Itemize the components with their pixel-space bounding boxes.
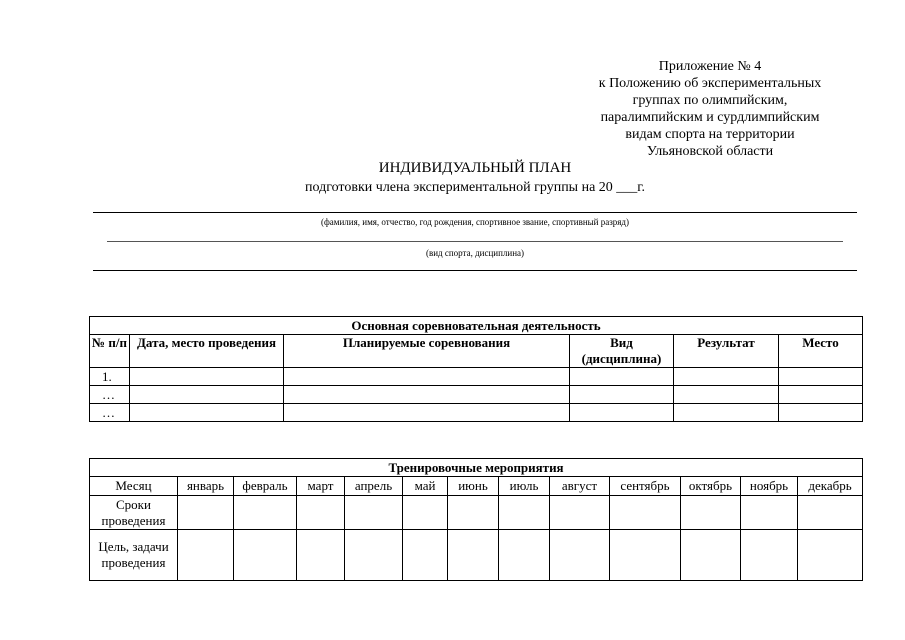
table-cell[interactable] — [448, 496, 499, 530]
plan-subtitle: подготовки члена экспериментальной группы на 20 ___г. — [305, 180, 645, 195]
month-april: апрель — [345, 477, 403, 496]
month-august: август — [550, 477, 610, 496]
row-label-goals: Цель, задачи проведения — [90, 530, 178, 581]
table-row — [90, 496, 863, 530]
table-cell[interactable] — [610, 530, 681, 581]
table-cell[interactable] — [130, 386, 284, 404]
month-september: сентябрь — [610, 477, 681, 496]
table-cell[interactable] — [234, 530, 297, 581]
table-cell[interactable] — [779, 386, 863, 404]
table-cell[interactable] — [234, 496, 297, 530]
table-row — [90, 386, 863, 404]
table-cell[interactable] — [550, 530, 610, 581]
table-cell[interactable] — [448, 530, 499, 581]
table-row — [90, 404, 863, 422]
row-label-dates: Сроки проведения — [90, 496, 178, 530]
training-table — [89, 458, 863, 581]
table-cell[interactable] — [779, 404, 863, 422]
appendix-line: к Положению об экспериментальных — [598, 76, 822, 91]
table-cell[interactable] — [741, 496, 798, 530]
table-cell[interactable] — [499, 496, 550, 530]
table-cell[interactable] — [403, 496, 448, 530]
table-cell[interactable] — [681, 496, 741, 530]
col-header-planned-competitions: Планируемые соревнования — [284, 335, 570, 368]
appendix-line: видам спорта на территории — [625, 127, 795, 142]
table-cell[interactable] — [284, 368, 570, 386]
month-label: Месяц — [90, 477, 178, 496]
month-december: декабрь — [798, 477, 863, 496]
appendix-line: Ульяновской области — [646, 144, 774, 159]
training-caption: Тренировочные мероприятия — [90, 459, 863, 477]
sport-caption: (вид спорта, дисциплина) — [425, 248, 525, 258]
table-cell[interactable] — [570, 386, 674, 404]
appendix-line: паралимпийским и сурдлимпийским — [600, 110, 820, 125]
month-may: май — [403, 477, 448, 496]
sport-fill-line[interactable] — [93, 270, 857, 271]
table-cell[interactable] — [681, 530, 741, 581]
table-cell[interactable] — [779, 368, 863, 386]
table-cell[interactable] — [297, 496, 345, 530]
competitions-table — [89, 316, 863, 422]
col-header-number: № п/п — [90, 335, 130, 368]
month-october: октябрь — [681, 477, 741, 496]
table-cell[interactable] — [403, 530, 448, 581]
table-cell[interactable] — [674, 404, 779, 422]
table-cell[interactable] — [178, 530, 234, 581]
table-cell[interactable] — [674, 368, 779, 386]
col-header-result: Результат — [674, 335, 779, 368]
table-cell[interactable] — [798, 496, 863, 530]
table-cell[interactable] — [345, 496, 403, 530]
table-cell[interactable] — [345, 530, 403, 581]
month-march: март — [297, 477, 345, 496]
table-cell[interactable] — [178, 496, 234, 530]
row-number: … — [90, 404, 130, 422]
col-header-date-place: Дата, место проведения — [130, 335, 284, 368]
table-cell[interactable] — [610, 496, 681, 530]
row-number: … — [90, 386, 130, 404]
table-row — [90, 530, 863, 581]
plan-title: ИНДИВИДУАЛЬНЫЙ ПЛАН — [378, 160, 572, 176]
col-header-discipline: Вид (дисциплина) — [570, 335, 674, 368]
table-row — [90, 368, 863, 386]
person-fill-line[interactable] — [93, 212, 857, 213]
appendix-note — [560, 58, 860, 160]
month-november: ноябрь — [741, 477, 798, 496]
table-cell[interactable] — [284, 386, 570, 404]
month-february: февраль — [234, 477, 297, 496]
table-cell[interactable] — [297, 530, 345, 581]
appendix-line: группах по олимпийским, — [632, 93, 788, 108]
row-number: 1. — [90, 368, 130, 386]
table-cell[interactable] — [499, 530, 550, 581]
col-header-place: Место — [779, 335, 863, 368]
month-july: июль — [499, 477, 550, 496]
table-cell[interactable] — [741, 530, 798, 581]
table-cell[interactable] — [550, 496, 610, 530]
appendix-line: Приложение № 4 — [658, 59, 762, 74]
table-cell[interactable] — [570, 404, 674, 422]
person-caption: (фамилия, имя, отчество, год рождения, спортивное звание, спортивный разряд) — [320, 217, 630, 227]
table-cell[interactable] — [130, 368, 284, 386]
competitions-header-row — [90, 335, 863, 368]
month-june: июнь — [448, 477, 499, 496]
table-cell[interactable] — [130, 404, 284, 422]
separator-line — [107, 241, 843, 242]
table-cell[interactable] — [570, 368, 674, 386]
competitions-caption: Основная соревновательная деятельность — [90, 317, 863, 335]
table-cell[interactable] — [798, 530, 863, 581]
table-cell[interactable] — [674, 386, 779, 404]
months-header-row — [90, 477, 863, 496]
table-cell[interactable] — [284, 404, 570, 422]
month-january: январь — [178, 477, 234, 496]
